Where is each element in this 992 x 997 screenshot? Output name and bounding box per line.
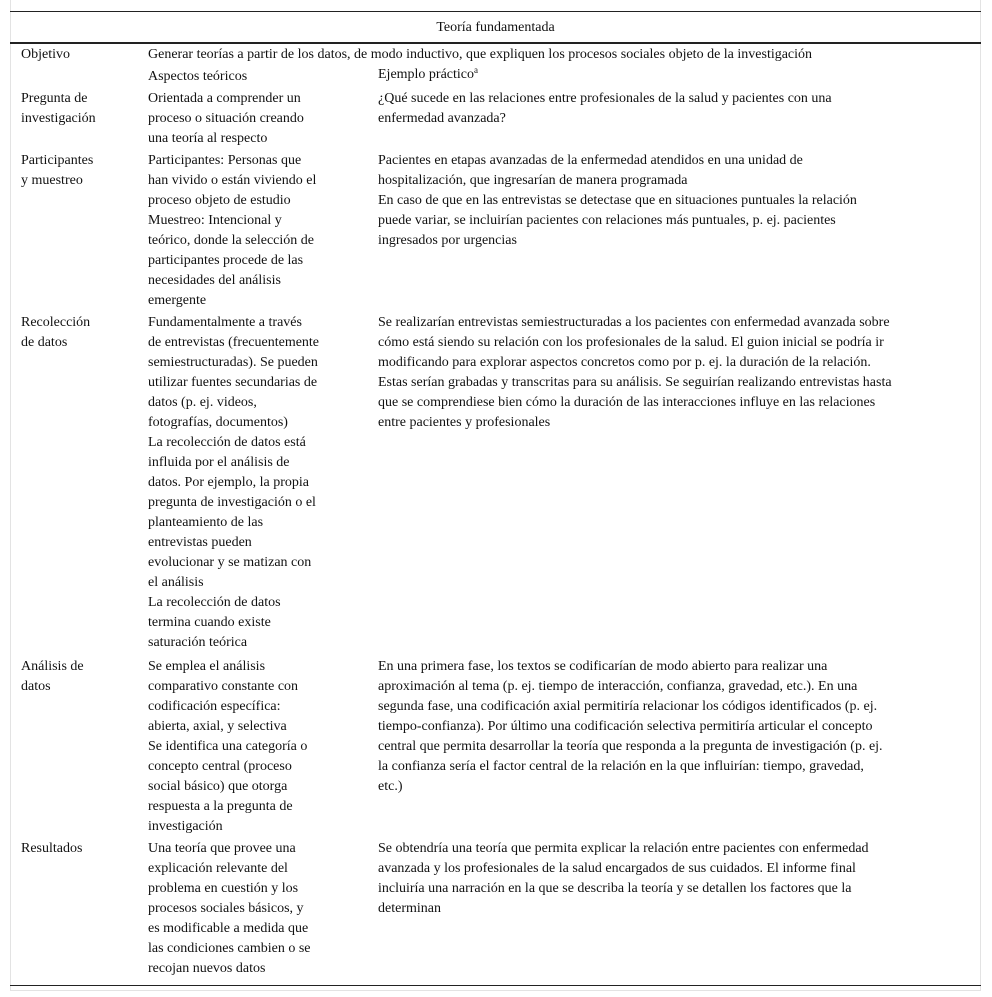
row-example-participants: Pacientes en etapas avanzadas de la enfermedad atendidos en una unidad de hospitalización, que ingresarían de manera programada En caso de que en las entrevistas se detectase que en situaciones puntuales la relación puede variar, se incluirían pacientes con relaciones más puntuales, p. ej. pacientes ingresados por urgencias: [378, 153, 857, 248]
row-label-data-collection: Recolección de datos: [21, 315, 91, 350]
row-example-results: Se obtendría una teoría que permita explicar la relación entre pacientes con enfermedad avanzada y los profesionales de la salud encargados de sus cuidados. El informe final incluiría una narración en la que se describa la teoría y se detallen los factores que la determinan: [378, 841, 869, 916]
column-header-example: [378, 65, 978, 85]
row-example-research-question: ¿Qué sucede en las relaciones entre profesionales de la salud y pacientes con una enfermedad avanzada?: [378, 91, 832, 126]
row-theory-results: Una teoría que provee una explicación relevante del problema en cuestión y los procesos sociales básicos, y es modificable a medida que las condiciones cambien o se recojan nuevos datos: [148, 841, 311, 976]
row-label-research-question: Pregunta de investigación: [21, 91, 96, 126]
row-label-participants: Participantes y muestreo: [21, 153, 94, 188]
row-theory-data-analysis: Se emplea el análisis comparativo constante con codificación específica: abierta, axial, y selectiva Se identifica una categoría o concepto central (proceso social básico) que otorga respuesta a la pregunta de investigación: [148, 659, 308, 834]
row-label-data-analysis: Análisis de datos: [21, 659, 84, 694]
objective-label: Objetivo: [21, 47, 70, 62]
table-top-rule: [10, 11, 981, 12]
row-theory-research-question: Orientada a comprender un proceso o situación creando una teoría al respecto: [148, 91, 304, 146]
row-label-results: Resultados: [21, 841, 83, 856]
row-theory-data-collection: Fundamentalmente a través de entrevistas (frecuentemente semiestructuradas). Se pueden utilizar fuentes secundarias de datos (p. ej. videos, fotografías, documentos) La recolección de datos está influida por el análisis de datos. Por ejemplo, la propia pregunta de investigación o el planteamiento de las entrevistas pueden evolucionar y se matizan con el análisis La recolección de datos termina cuando existe saturación teórica: [148, 315, 320, 650]
row-example-data-collection: Se realizarían entrevistas semiestructuradas a los pacientes con enfermedad avanzada sobre cómo está siendo su relación con los profesionales de la salud. El guion inicial se podría ir modificando para explorar aspectos concretos como por p. ej. la duración de la relación. Estas serían grabadas y transcritas para su análisis. Se seguirían realizando entrevistas hasta que se comprendiese bien cómo la duración de las interacciones influye en las relaciones entre pacientes y profesionales: [378, 315, 892, 430]
row-theory-participants: Participantes: Personas que han vivido o están viviendo el proceso objeto de estudio Muestreo: Intencional y teórico, donde la selección de participantes procede de las necesidades del análisis emergente: [148, 153, 317, 308]
table-header-rule: [10, 42, 981, 44]
table-title: Teoría fundamentada: [436, 20, 555, 35]
table-bottom-rule: [10, 985, 981, 986]
footnote-marker: a: [474, 65, 479, 75]
row-example-data-analysis: En una primera fase, los textos se codificarían de modo abierto para realizar una aproximación al tema (p. ej. tiempo de interacción, confianza, gravedad, etc.). En una segunda fase, una codificación axial permitiría relacionar los códigos identificados (p. ej. tiempo-confianza). Por último una codificación selectiva permitiría articular el concepto central que permita desarrollar la teoría que responda a la pregunta de investigación (p. ej. la confianza sería el factor central de la relación en la que influirían: tiempo, gravedad, etc.): [378, 659, 883, 794]
column-header-theory: Aspectos teóricos: [148, 69, 248, 84]
objective-text: Generar teorías a partir de los datos, de modo inductivo, que expliquen los procesos sociales objeto de la investigación: [148, 47, 813, 62]
column-header-example-label: Ejemplo práctico: [378, 67, 475, 82]
